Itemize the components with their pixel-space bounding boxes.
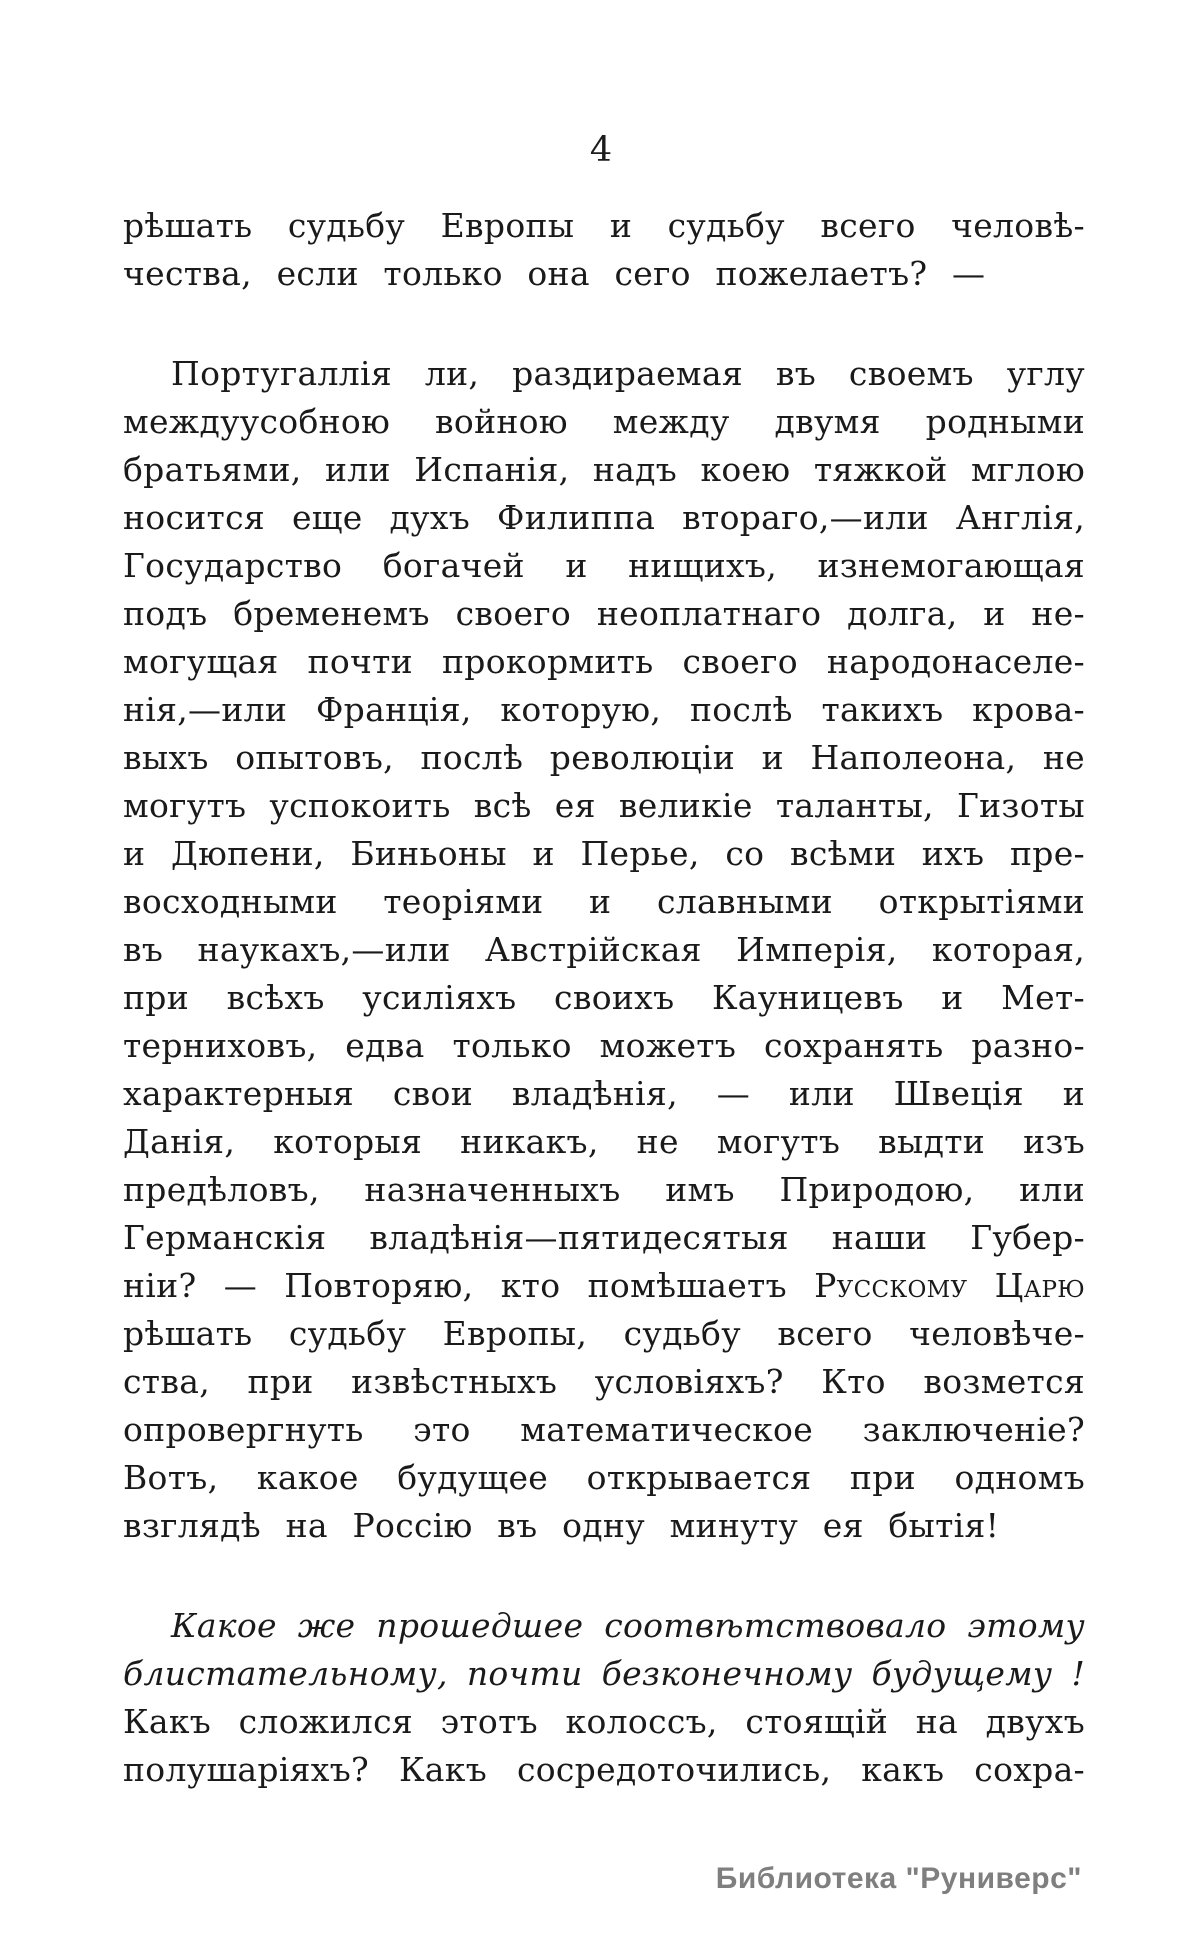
text-line: Вотъ, какое будущее открывается при одномъ	[123, 1458, 1085, 1497]
text-line: опровергнуть это математическое заключеніе?	[123, 1410, 1085, 1449]
text-line: могутъ успокоить всѣ ея великіе таланты, Гизоты	[123, 786, 1085, 825]
text-line: взглядѣ на Россію въ одну минуту ея бытія!	[123, 1506, 1000, 1545]
text-line: характерныя свои владѣнія, — или Швеція и	[123, 1074, 1085, 1113]
paragraph	[123, 350, 1085, 1550]
text-line: въ наукахъ,—или Австрійская Имперія, которая,	[123, 930, 1085, 969]
text-line: восходными теоріями и славными открытіями	[123, 882, 1085, 921]
text-line: полушаріяхъ? Какъ сосредоточились, какъ сохра-	[123, 1750, 1085, 1789]
text-line: междуусобною войною между двумя родными	[123, 402, 1085, 441]
text-line: выхъ опытовъ, послѣ революціи и Наполеона, не	[123, 738, 1085, 777]
page-number: 4	[589, 130, 613, 170]
text-line: Государство богачей и нищихъ, изнемогающая	[123, 546, 1085, 585]
text-line: предѣловъ, назначенныхъ имъ Природою, или	[123, 1170, 1085, 1209]
text-line: рѣшать судьбу Европы и судьбу всего человѣ-	[123, 206, 1085, 245]
text-line: могущая почти прокормить своего народонаселе-	[123, 642, 1085, 681]
text-line: терниховъ, едва только можетъ сохранять разно-	[123, 1026, 1085, 1065]
smallcaps-text: Русскому Царю	[814, 1266, 1086, 1305]
text-line: Германскія владѣнія—пятидесятыя наши Губер-	[123, 1218, 1085, 1257]
text-line: нія,—или Франція, которую, послѣ такихъ крова-	[123, 690, 1085, 729]
text-line: Какое же прошедшее соотвѣтствовало этому	[171, 1606, 1085, 1645]
paragraph	[123, 202, 1085, 298]
text-line: блистательному, почти безконечному будущему !	[123, 1654, 1085, 1693]
text-line: рѣшать судьбу Европы, судьбу всего человѣче-	[123, 1314, 1085, 1353]
library-watermark: Библиотека "Руниверс"	[715, 1862, 1082, 1895]
text-line: ства, при извѣстныхъ условіяхъ? Кто возмется	[123, 1362, 1085, 1401]
text-line: носится еще духъ Филиппа втораго,—или Англія,	[123, 498, 1085, 537]
text-line: чества, если только она сего пожелаетъ? —	[123, 254, 986, 293]
text-line: Данія, которыя никакъ, не могутъ выдти изъ	[123, 1122, 1085, 1161]
text-line: подъ бременемъ своего неоплатнаго долга, и не-	[123, 594, 1085, 633]
text-line: Португаллія ли, раздираемая въ своемъ углу	[171, 354, 1085, 393]
text-line: и Дюпени, Биньоны и Перье, со всѣми ихъ пре-	[123, 834, 1085, 873]
text-line: Какъ сложился этотъ колоссъ, стоящій на двухъ	[123, 1702, 1085, 1741]
text-block	[123, 202, 1085, 1794]
text-line: ніи? — Повторяю, кто помѣшаетъ Русскому Царю	[123, 1266, 1086, 1305]
text-line: при всѣхъ усиліяхъ своихъ Кауницевъ и Мет-	[123, 978, 1085, 1017]
text-line: братьями, или Испанія, надъ коею тяжкой мглою	[123, 450, 1085, 489]
paragraph	[123, 1602, 1085, 1794]
